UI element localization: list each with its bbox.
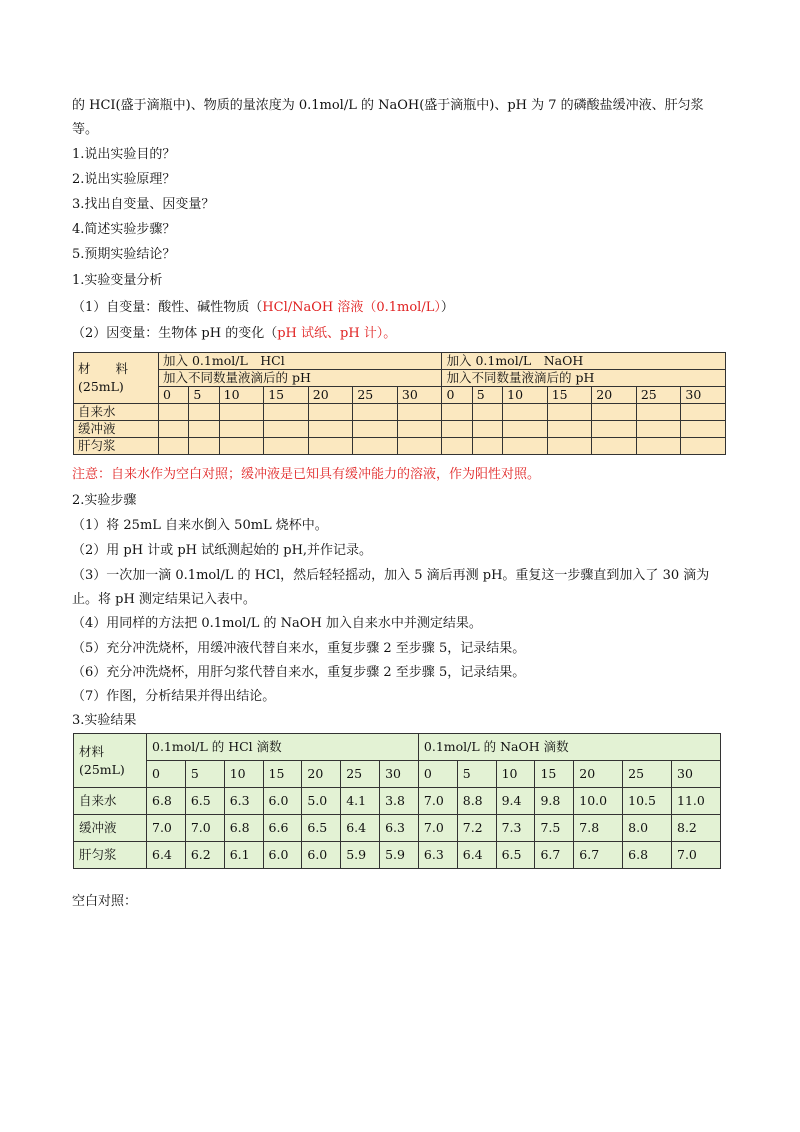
ph-value: 6.7: [535, 842, 574, 869]
table-row: [74, 438, 726, 455]
drop-count: 30: [397, 387, 442, 404]
ph-value: 7.0: [418, 815, 457, 842]
blank-control-label: 空白对照：: [72, 894, 138, 909]
step-2: （2）用 pH 计或 pH 试纸测起始的 pH,并作记录。: [72, 543, 373, 558]
ph-value: 7.8: [574, 815, 623, 842]
ph-value: 7.3: [496, 815, 535, 842]
ph-value: 6.5: [496, 842, 535, 869]
drop-count: 25: [341, 761, 380, 788]
section-heading: 3.实验结果: [72, 713, 137, 728]
drop-count: 0: [442, 387, 472, 404]
ph-value: 7.0: [672, 842, 721, 869]
drop-count: 5: [185, 761, 224, 788]
drop-count: 30: [672, 761, 721, 788]
ph-value: 6.3: [380, 815, 419, 842]
question-4: 4.简述实验步骤？: [72, 222, 176, 237]
ph-value: 5.0: [302, 788, 341, 815]
material-label: 材料: [79, 743, 105, 759]
text: ）: [440, 300, 454, 315]
step-3-cont: 止。将 pH 测定结果记入表中。: [72, 592, 256, 607]
drop-count: 20: [308, 387, 353, 404]
material-header: [74, 734, 147, 788]
ph-value: 6.4: [341, 815, 380, 842]
table-row: [74, 404, 726, 421]
text: （1）自变量：酸性、碱性物质（: [72, 300, 263, 315]
drop-count: 15: [263, 761, 302, 788]
ph-value: 6.4: [147, 842, 186, 869]
ph-value: 6.8: [623, 842, 672, 869]
question-1: 1.说出实验目的？: [72, 147, 176, 162]
step-3: （3）一次加一滴 0.1mol/L 的 HCl，然后轻轻摇动，加入 5 滴后再测 pH。重复这一步骤直到加入了 30 滴为: [72, 568, 710, 583]
drop-count: 5: [189, 387, 219, 404]
ph-value: 6.4: [457, 842, 496, 869]
ph-value: 7.2: [457, 815, 496, 842]
drop-count: 25: [636, 387, 681, 404]
ph-value: 6.7: [574, 842, 623, 869]
naoh-header: 0.1mol/L 的 NaOH 滴数: [418, 734, 720, 761]
section-heading: 1.实验变量分析: [72, 273, 163, 288]
text-line: 的 HCI(盛于滴瓶中)、物质的量浓度为 0.1mol/L 的 NaOH(盛于滴瓶中)、pH 为 7 的磷酸盐缓冲液、肝匀浆: [72, 98, 704, 113]
table-row: [74, 815, 721, 842]
drop-count: 5: [457, 761, 496, 788]
question-2: 2.说出实验原理？: [72, 172, 176, 187]
row-label: 缓冲液: [74, 815, 147, 842]
drop-count: 15: [547, 387, 592, 404]
ph-value: 8.2: [672, 815, 721, 842]
material-volume: (25mL): [78, 379, 124, 394]
results-table: [73, 733, 721, 869]
ph-value: 10.0: [574, 788, 623, 815]
row-label: 自来水: [74, 404, 159, 421]
drop-count: 20: [592, 387, 637, 404]
row-label: 自来水: [74, 788, 147, 815]
step-7: （7）作图，分析结果并得出结论。: [72, 689, 276, 704]
drop-count: 15: [264, 387, 309, 404]
drop-count: 15: [535, 761, 574, 788]
drop-count: 20: [302, 761, 341, 788]
ph-value: 6.1: [224, 842, 263, 869]
section-heading: 2.实验步骤: [72, 493, 137, 508]
ph-value: 7.0: [147, 815, 186, 842]
ph-value: 6.5: [302, 815, 341, 842]
ph-value: 8.0: [623, 815, 672, 842]
ph-value: 6.3: [418, 842, 457, 869]
hcl-header: 0.1mol/L 的 HCl 滴数: [147, 734, 419, 761]
table-row: [74, 842, 721, 869]
drop-count: 0: [147, 761, 186, 788]
ph-value: 6.0: [302, 842, 341, 869]
ph-value: 8.8: [457, 788, 496, 815]
ph-value: 6.2: [185, 842, 224, 869]
material-header: [74, 353, 159, 404]
ph-value: 9.4: [496, 788, 535, 815]
material-label: 材 料: [78, 361, 129, 376]
ph-value: 11.0: [672, 788, 721, 815]
ph-value: 7.0: [418, 788, 457, 815]
drop-count: 0: [159, 387, 189, 404]
ph-value: 7.0: [185, 815, 224, 842]
hcl-subheader: 加入不同数量液滴后的 pH: [159, 370, 442, 387]
hcl-header: 加入 0.1mol/L HCl: [159, 353, 442, 370]
drop-count: 20: [574, 761, 623, 788]
dependent-variable: [72, 325, 396, 343]
drop-count: 10: [503, 387, 548, 404]
ph-value: 6.8: [224, 815, 263, 842]
drop-count: 10: [224, 761, 263, 788]
drop-count: 25: [623, 761, 672, 788]
row-label: 缓冲液: [74, 421, 159, 438]
drop-count: 25: [353, 387, 398, 404]
highlight-text: HCl/NaOH 溶液（0.1mol/L）: [262, 300, 441, 315]
table-row: [74, 421, 726, 438]
ph-value: 6.6: [263, 815, 302, 842]
ph-value: 9.8: [535, 788, 574, 815]
material-volume: (25mL): [79, 761, 125, 777]
table-row: [74, 788, 721, 815]
ph-value: 6.3: [224, 788, 263, 815]
step-1: （1）将 25mL 自来水倒入 50mL 烧杯中。: [72, 518, 328, 533]
drop-count: 5: [472, 387, 502, 404]
drop-count: 30: [380, 761, 419, 788]
drop-count: 10: [496, 761, 535, 788]
drop-count: 0: [418, 761, 457, 788]
ph-value: 10.5: [623, 788, 672, 815]
row-label: 肝匀浆: [74, 438, 159, 455]
question-5: 5.预期实验结论？: [72, 247, 176, 262]
ph-value: 6.0: [263, 842, 302, 869]
ph-value: 7.5: [535, 815, 574, 842]
independent-variable: [72, 299, 454, 317]
ph-value: 3.8: [380, 788, 419, 815]
text-line: 等。: [72, 122, 99, 137]
step-6: （6）充分冲洗烧杯，用肝匀浆代替自来水，重复步骤 2 至步骤 5，记录结果。: [72, 665, 526, 680]
step-5: （5）充分冲洗烧杯，用缓冲液代替自来水，重复步骤 2 至步骤 5，记录结果。: [72, 641, 526, 656]
drop-count: 30: [681, 387, 726, 404]
question-3: 3.找出自变量、因变量？: [72, 197, 215, 212]
step-4: （4）用同样的方法把 0.1mol/L 的 NaOH 加入自来水中并测定结果。: [72, 616, 482, 631]
ph-value: 5.9: [380, 842, 419, 869]
ph-value: 6.8: [147, 788, 186, 815]
drop-count: 10: [219, 387, 264, 404]
naoh-header: 加入 0.1mol/L NaOH: [442, 353, 726, 370]
naoh-subheader: 加入不同数量液滴后的 pH: [442, 370, 726, 387]
ph-value: 5.9: [341, 842, 380, 869]
highlight-text: pH 试纸、pH 计）: [277, 326, 384, 341]
text: 。: [383, 326, 397, 341]
variable-table: [73, 352, 726, 455]
note-text: 注意：自来水作为空白对照；缓冲液是已知具有缓冲能力的溶液，作为阳性对照。: [72, 467, 541, 482]
text: （2）因变量：生物体 pH 的变化（: [72, 326, 278, 341]
ph-value: 4.1: [341, 788, 380, 815]
ph-value: 6.0: [263, 788, 302, 815]
row-label: 肝匀浆: [74, 842, 147, 869]
ph-value: 6.5: [185, 788, 224, 815]
